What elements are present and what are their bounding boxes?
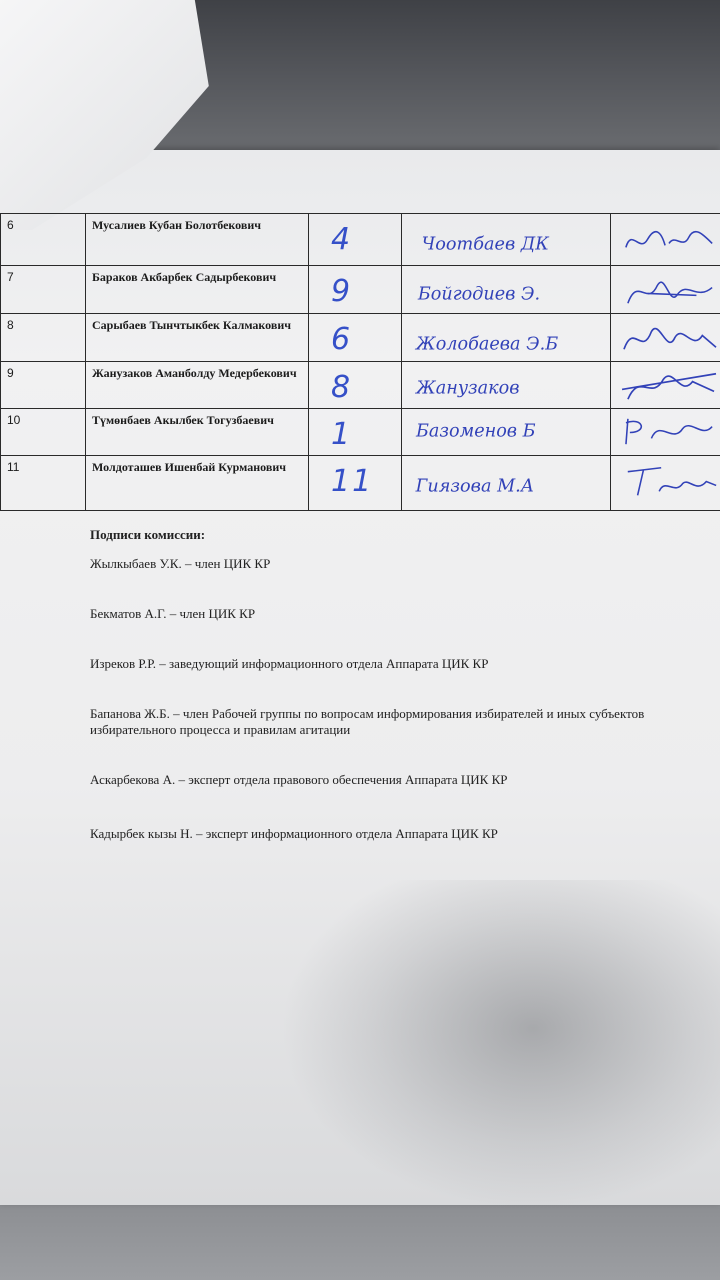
commission-member: Жылкыбаев У.К. – член ЦИК КР <box>90 556 271 571</box>
table-row <box>1 456 720 511</box>
row-number: 7 <box>1 266 86 314</box>
signature-cell <box>611 214 720 266</box>
handwritten-number: 1 <box>331 417 353 452</box>
candidate-name: Жанузаков Аманболду Медербекович <box>86 362 309 409</box>
signature-cell <box>611 409 720 456</box>
signature-scribble <box>611 214 720 265</box>
commission-member: Изреков Р.Р. – заведующий информационного отдела Аппарата ЦИК КР <box>90 656 489 671</box>
row-number: 8 <box>1 314 86 362</box>
handwritten-number: 11 <box>331 464 374 499</box>
handwritten-number-cell <box>309 314 402 362</box>
signature-cell <box>611 362 720 409</box>
handwritten-number: 6 <box>331 322 353 357</box>
svg-text:Чоотбаев ДК: Чоотбаев ДК <box>421 234 549 255</box>
candidate-name: Мусалиев Кубан Болотбекович <box>86 214 309 266</box>
signature-name-cell <box>402 409 611 456</box>
commission-signatures-title: Подписи комиссии: <box>90 527 206 542</box>
signature-name-cell <box>402 266 611 314</box>
commission-member: Бапанова Ж.Б. – член Рабочей группы по вопросам информирования избирателей и иных субъектов избирательного процесса и правилам агитации <box>90 706 645 737</box>
svg-text:Жанузаков: Жанузаков <box>415 378 520 399</box>
handwritten-name <box>402 214 610 265</box>
commission-member: Бекматов А.Г. – член ЦИК КР <box>90 606 256 621</box>
handwritten-number-cell <box>309 456 402 511</box>
row-number: 10 <box>1 409 86 456</box>
signature-scribble <box>611 362 720 408</box>
signature-name-cell <box>402 362 611 409</box>
signature-name-cell <box>402 314 611 362</box>
signature-table <box>0 213 720 511</box>
signature-scribble <box>611 409 720 455</box>
row-number: 6 <box>1 214 86 266</box>
table-row <box>1 214 720 266</box>
candidate-name: Молдоташев Ишенбай Курманович <box>86 456 309 511</box>
signature-scribble <box>611 266 720 313</box>
table-row <box>1 266 720 314</box>
signature-cell <box>611 456 720 511</box>
handwritten-number-cell <box>309 362 402 409</box>
signature-name-cell <box>402 456 611 511</box>
svg-text:Гиязова М.А: Гиязова М.А <box>415 476 535 497</box>
candidate-name: Бараков Акбарбек Садырбекович <box>86 266 309 314</box>
table-row <box>1 409 720 456</box>
svg-text:Жолобаева Э.Б: Жолобаева Э.Б <box>415 334 559 355</box>
handwritten-name <box>402 266 610 313</box>
signature-cell <box>611 266 720 314</box>
table-row <box>1 314 720 362</box>
signature-scribble <box>611 314 720 361</box>
handwritten-name <box>402 362 610 408</box>
handwritten-name <box>402 456 610 510</box>
handwritten-name <box>402 409 610 455</box>
signature-cell <box>611 314 720 362</box>
row-number: 11 <box>1 456 86 511</box>
table-row <box>1 362 720 409</box>
handwritten-number-cell <box>309 409 402 456</box>
handwritten-number-cell <box>309 214 402 266</box>
signature-name-cell <box>402 214 611 266</box>
commission-member: Аскарбекова А. – эксперт отдела правового обеспечения Аппарата ЦИК КР <box>90 772 508 787</box>
handwritten-number: 8 <box>331 370 353 405</box>
handwritten-number: 9 <box>331 274 353 309</box>
candidate-name: Сарыбаев Тынчтыкбек Калмакович <box>86 314 309 362</box>
handwritten-name <box>402 314 610 361</box>
commission-member: Кадырбек кызы Н. – эксперт информационного отдела Аппарата ЦИК КР <box>90 826 498 841</box>
svg-text:Базоменов Б: Базоменов Б <box>415 421 536 442</box>
handwritten-number-cell <box>309 266 402 314</box>
handwritten-number: 4 <box>331 222 353 257</box>
row-number: 9 <box>1 362 86 409</box>
signature-scribble <box>611 456 720 510</box>
svg-text:Бойгодиев Э.: Бойгодиев Э. <box>417 284 541 305</box>
candidate-name: Түмөнбаев Акылбек Тогузбаевич <box>86 409 309 456</box>
